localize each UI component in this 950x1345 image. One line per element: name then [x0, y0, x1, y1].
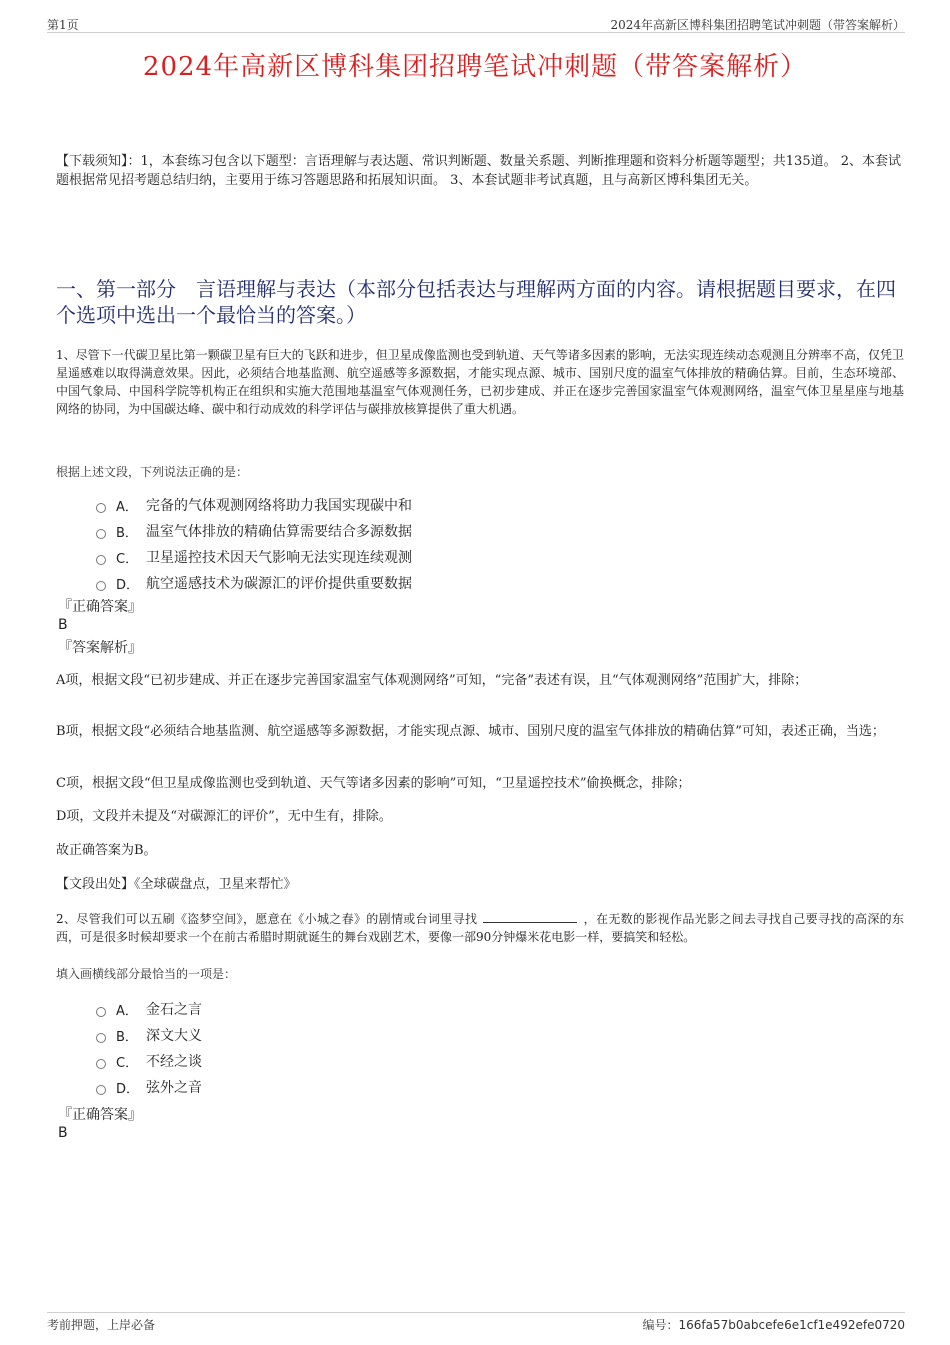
question-1-prompt: 根据上述文段，下列说法正确的是：: [56, 465, 249, 479]
radio-icon[interactable]: [96, 1007, 106, 1017]
download-notice: 【下载须知】：1，本套练习包含以下题型：言语理解与表达题、常识判断题、数量关系题、判断推理题和资料分析题等题型；共135道。 2、本套试题根据常见招考题总结归纳，主要用于练习答题思路和拓展知识面。 3、本套试题非考试真题，且与高新区博科集团无关。: [56, 154, 901, 188]
footer-slogan: 考前押题，上岸必备: [47, 1318, 156, 1332]
question-2-answer-label: 『正确答案』: [58, 1107, 142, 1123]
fill-blank: [483, 910, 577, 923]
radio-icon[interactable]: [96, 555, 106, 565]
question-2-text-after: ，在无数的影视作品光影之间去寻找自己要寻找的高深的东西，可是很多时候却要求一个在前古希腊时期就诞生的舞台戏剧艺术，要像一部90分钟爆米花电影一样，要搞笑和轻松。: [56, 912, 904, 944]
radio-icon[interactable]: [96, 1033, 106, 1043]
analysis-d: D项，文段并未提及“对碳源汇的评价”，无中生有，排除。: [56, 809, 392, 824]
option-text: 弦外之音: [146, 1080, 202, 1096]
question-1-option-a[interactable]: [96, 492, 412, 518]
page-header: [47, 14, 905, 33]
question-1-answer: B: [58, 617, 68, 633]
question-2-text-before: 2、尽管我们可以五刷《盗梦空间》，愿意在《小城之春》的剧情或台词里寻找: [56, 912, 478, 926]
option-letter: C．: [116, 551, 139, 567]
section-title: 一、第一部分 言语理解与表达（本部分包括表达与理解两方面的内容。请根据题目要求，在四个选项中选出一个最恰当的答案。）: [56, 277, 896, 327]
option-text: 温室气体排放的精确估算需要结合多源数据: [146, 524, 412, 540]
question-1-options: [96, 492, 412, 596]
question-2-text: [56, 910, 904, 946]
header-doc-title: 2024年高新区博科集团招聘笔试冲刺题（带答案解析）: [610, 18, 905, 32]
question-1-answer-label: 『正确答案』: [58, 599, 142, 615]
document-id: 编号：166fa57b0abcefe6e1cf1e492efe0720: [642, 1318, 905, 1332]
option-text: 航空遥感技术为碳源汇的评价提供重要数据: [146, 576, 412, 592]
option-text: 完备的气体观测网络将助力我国实现碳中和: [146, 498, 412, 514]
question-2-options: [96, 996, 202, 1100]
question-1-text: 1、尽管下一代碳卫星比第一颗碳卫星有巨大的飞跃和进步，但卫星成像监测也受到轨道、天气等诸多因素的影响，无法实现连续动态观测且分辨率不高，仅凭卫星遥感难以取得满意效果。因此，必须结合地基监测、航空遥感等多源数据，才能实现点源、城市、国别尺度的温室气体排放的精确估算。目前，生态环境部、中国气象局、中国科学院等机构正在组织和实施大范围地基温室气体观测任务，已初步建成、并正在逐步完善国家温室气体观测网络，温室气体卫星星座与地基网络的协同，为中国碳达峰、碳中和行动成效的科学评估与碳排放核算提供了重大机遇。: [56, 348, 904, 416]
page-footer: [47, 1312, 905, 1333]
document-title: 2024年高新区博科集团招聘笔试冲刺题（带答案解析）: [142, 52, 808, 82]
question-2-prompt: 填入画横线部分最恰当的一项是：: [56, 967, 237, 981]
question-1-analysis-label: 『答案解析』: [58, 640, 142, 656]
question-2-option-b[interactable]: [96, 1022, 202, 1048]
page-number: 第1页: [47, 18, 79, 32]
option-letter: D．: [116, 1081, 140, 1097]
question-1-option-b[interactable]: [96, 518, 412, 544]
analysis-conclusion: 故正确答案为B。: [56, 843, 157, 858]
option-text: 不经之谈: [146, 1054, 202, 1070]
option-letter: A．: [116, 1003, 138, 1019]
radio-icon[interactable]: [96, 1059, 106, 1069]
question-2-option-a[interactable]: [96, 996, 202, 1022]
radio-icon[interactable]: [96, 529, 106, 539]
option-letter: D．: [116, 577, 140, 593]
question-2-answer: B: [58, 1125, 68, 1141]
option-letter: C．: [116, 1055, 139, 1071]
option-text: 深文大义: [146, 1028, 202, 1044]
option-letter: A．: [116, 499, 138, 515]
option-text: 金石之言: [146, 1002, 202, 1018]
analysis-a: A项，根据文段“已初步建成、并正在逐步完善国家温室气体观测网络”可知，“完备”表述有误，且“气体观测网络”范围扩大，排除；: [56, 673, 808, 688]
analysis-b: B项，根据文段“必须结合地基监测、航空遥感等多源数据，才能实现点源、城市、国别尺度的温室气体排放的精确估算”可知，表述正确，当选；: [56, 724, 885, 739]
radio-icon[interactable]: [96, 1085, 106, 1095]
radio-icon[interactable]: [96, 503, 106, 513]
radio-icon[interactable]: [96, 581, 106, 591]
question-1-source: 【文段出处】《全球碳盘点，卫星来帮忙》: [56, 877, 297, 892]
option-letter: B．: [116, 1029, 138, 1045]
question-1-option-c[interactable]: [96, 544, 412, 570]
question-2-option-c[interactable]: [96, 1048, 202, 1074]
question-1-option-d[interactable]: [96, 570, 412, 596]
option-text: 卫星遥控技术因天气影响无法实现连续观测: [146, 550, 412, 566]
option-letter: B．: [116, 525, 138, 541]
analysis-c: C项，根据文段“但卫星成像监测也受到轨道、天气等诸多因素的影响”可知，“卫星遥控技术”偷换概念，排除；: [56, 776, 691, 791]
question-2-option-d[interactable]: [96, 1074, 202, 1100]
